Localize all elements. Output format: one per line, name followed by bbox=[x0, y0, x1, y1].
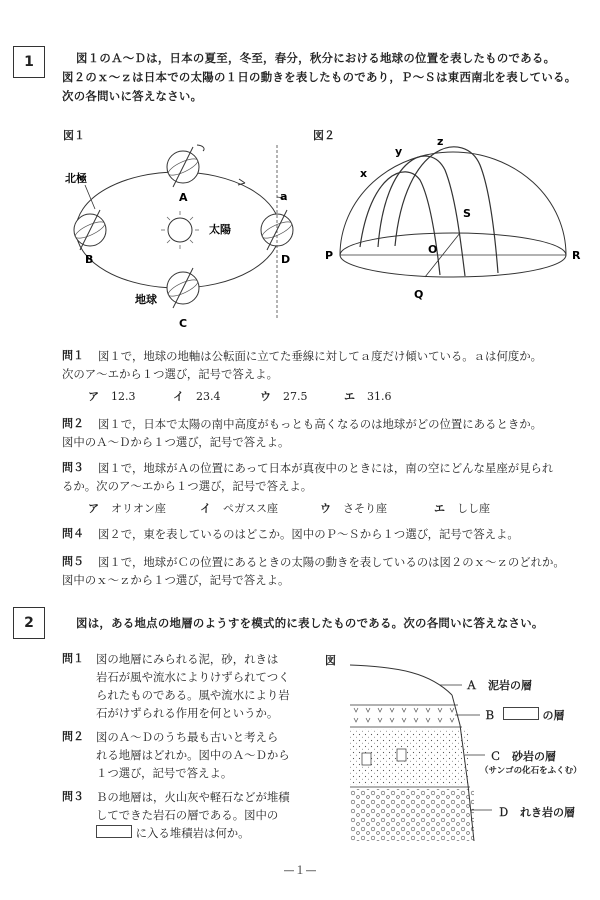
question-line: に入る堆積岩は何か。 bbox=[96, 824, 290, 842]
direction-r-label: R bbox=[572, 249, 581, 262]
s1-question-5 bbox=[62, 553, 594, 589]
s2-question-3 bbox=[62, 788, 312, 842]
question-line: Ｂの地層は，火山灰や軽石などが堆積 bbox=[96, 790, 290, 804]
answer-blank-box bbox=[96, 825, 132, 838]
layer-a-label: Ａ 泥岩の層 bbox=[466, 679, 532, 692]
question-line: るか。次のア～エから１つ選び，記号で答えよ。 bbox=[62, 479, 313, 493]
question-line: 図２で，東を表しているのはどこか。図中のＰ～Ｓから１つ選び，記号で答えよ。 bbox=[98, 527, 519, 541]
choice-item: イ 23.4 bbox=[173, 390, 221, 403]
fig1-label: 図１ bbox=[63, 129, 85, 142]
question-line: られたものである。風や流水により岩 bbox=[96, 688, 290, 702]
question-label: 問２ bbox=[62, 730, 84, 743]
strata-fig-label: 図 bbox=[325, 654, 336, 667]
question-label: 問１ bbox=[62, 652, 84, 665]
direction-p-label: P bbox=[325, 249, 334, 262]
question-label: 問５ bbox=[62, 555, 84, 568]
question-label: 問１ bbox=[62, 349, 84, 362]
question-line: 図中のＡ～Ｄから１つ選び，記号で答えよ。 bbox=[62, 435, 290, 449]
s1-question-1 bbox=[62, 347, 594, 383]
s2-question-2 bbox=[62, 728, 312, 782]
question-line: 次のア～エから１つ選び，記号で答えよ。 bbox=[62, 367, 278, 381]
position-b-label: B bbox=[85, 253, 94, 266]
sun-path-z bbox=[395, 147, 498, 273]
layer-b-blank-box bbox=[503, 707, 539, 720]
choice-item: ウ 27.5 bbox=[260, 390, 308, 403]
choice-item: エ 31.6 bbox=[344, 390, 392, 403]
position-c-label: C bbox=[179, 317, 188, 330]
earth-a-icon bbox=[166, 145, 204, 187]
intro-line: 図２のｘ～ｚは日本での太陽の１日の動きを表したものであり，Ｐ～Ｓは東西南北を表している。 bbox=[62, 70, 577, 84]
path-y-label: y bbox=[395, 145, 403, 158]
question-line: 図１で，地球の地軸は公転面に立てた垂線に対してａ度だけ傾いている。ａは何度か。 bbox=[98, 349, 543, 363]
question-label: 問３ bbox=[62, 461, 84, 474]
question-label: 問４ bbox=[62, 527, 84, 540]
question-text bbox=[96, 788, 290, 842]
q3-choices bbox=[88, 500, 568, 516]
position-d-label: D bbox=[281, 253, 291, 266]
angle-a-label: a bbox=[280, 190, 288, 203]
sun-icon bbox=[161, 211, 199, 249]
s1-question-2 bbox=[62, 415, 594, 451]
choice-item: ア オリオン座 bbox=[88, 502, 166, 515]
fig1-orbit-diagram bbox=[55, 135, 305, 335]
position-a-label: A bbox=[179, 191, 188, 204]
center-o-label: O bbox=[428, 243, 438, 256]
earth-b-icon bbox=[73, 210, 106, 250]
question-line: 図の地層にみられる泥，砂，れきは bbox=[96, 652, 279, 666]
layer-b-label: Ｂ の層 bbox=[484, 709, 565, 722]
layer-d-label: Ｄ れき岩の層 bbox=[498, 806, 575, 819]
path-z-label: z bbox=[437, 135, 444, 148]
question-line: してできた岩石の層である。図中の bbox=[96, 808, 279, 822]
question-line: 図のＡ～Ｄのうち最も古いと考えら bbox=[96, 730, 279, 744]
question-number-1: 1 bbox=[13, 46, 45, 78]
s1-question-4 bbox=[62, 525, 594, 543]
intro-line: 次の各問いに答えなさい。 bbox=[62, 89, 203, 103]
layer-c-label: Ｃ 砂岩の層 bbox=[490, 750, 556, 763]
q1-choices bbox=[88, 388, 568, 404]
question-line: 図中のｘ～ｚから１つ選び，記号で答えよ。 bbox=[62, 573, 290, 587]
fig2-label: 図２ bbox=[313, 129, 335, 142]
path-x-label: x bbox=[360, 167, 368, 180]
question-line: 石がけずられる作用を何というか。 bbox=[96, 706, 279, 720]
choice-item: エ しし座 bbox=[434, 502, 490, 515]
question-line: 図１で，地球がＡの位置にあって日本が真夜中のときには，南の空にどんな星座が見られ bbox=[98, 461, 554, 475]
direction-q-label: Q bbox=[414, 288, 424, 301]
question-line: 図１で，日本で太陽の南中高度がもっとも高くなるのは地球がどの位置にあるときか。 bbox=[98, 417, 543, 431]
choice-item: イ ペガスス座 bbox=[200, 502, 278, 515]
question-number-2: 2 bbox=[13, 607, 45, 639]
sun-path-y bbox=[378, 156, 465, 276]
section1-intro bbox=[62, 49, 592, 106]
s1-question-3 bbox=[62, 459, 594, 495]
choice-item: ア 12.3 bbox=[88, 390, 136, 403]
sun-path-x bbox=[360, 172, 440, 275]
choice-item: ウ さそり座 bbox=[320, 502, 387, 515]
question-line: 図１で，地球がＣの位置にあるときの太陽の動きを表しているのは図２のｘ～ｚのどれか。 bbox=[98, 555, 565, 569]
intro-line: 図１のＡ～Ｄは，日本の夏至，冬至，春分，秋分における地球の位置を表したものである。 bbox=[76, 51, 556, 65]
page-number: —１— bbox=[283, 864, 317, 877]
layer-c-note: （サンゴの化石をふくむ） bbox=[480, 766, 582, 776]
sun-label: 太陽 bbox=[209, 223, 231, 236]
question-line: 岩石が風や流水によりけずられてつく bbox=[96, 670, 290, 684]
question-label: 問２ bbox=[62, 417, 84, 430]
question-text bbox=[96, 650, 290, 722]
section2-intro: 図は，ある地点の地層のようすを模式的に表したものである。次の各問いに答えなさい。 bbox=[76, 616, 544, 630]
s2-question-1 bbox=[62, 650, 312, 722]
north-pole-label: 北極 bbox=[65, 172, 87, 185]
question-label: 問３ bbox=[62, 790, 84, 803]
fig2-sky-diagram bbox=[320, 135, 590, 310]
direction-s-label: S bbox=[463, 207, 471, 220]
earth-label: 地球 bbox=[135, 293, 157, 306]
question-text bbox=[96, 728, 290, 782]
earth-c-icon bbox=[166, 268, 199, 308]
question-line: れる地層はどれか。図中のＡ～Ｄから bbox=[96, 748, 290, 762]
question-line: １つ選び，記号で答えよ。 bbox=[96, 766, 233, 780]
